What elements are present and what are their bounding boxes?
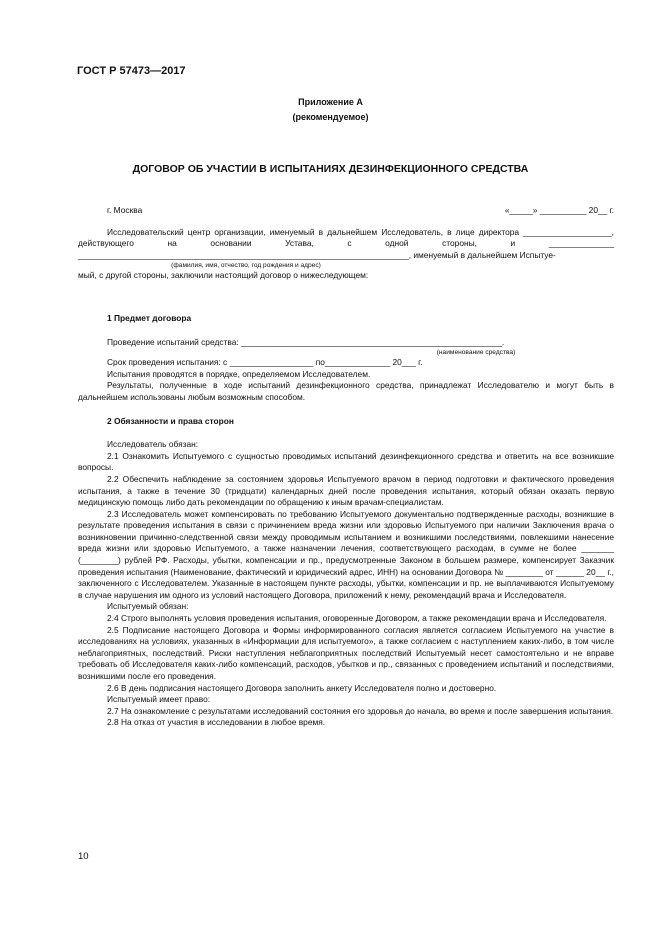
subject-must: Испытуемый обязан:: [107, 601, 189, 612]
section-1-procedure: Испытания проводятся в порядке, определяемом Исследователем.: [107, 368, 371, 379]
subject-rights: Испытуемый имеет право:: [107, 694, 211, 705]
section-1-heading: 1 Предмет договора: [107, 312, 192, 323]
appendix-block: [0, 95, 661, 125]
appendix-status: (рекомендуемое): [292, 112, 369, 122]
standard-code: ГОСТ Р 57473—2017: [77, 65, 186, 77]
preamble-continuation: мый, с другой стороны, заключили настоящий договор о нижеследующем:: [78, 270, 369, 281]
section-1-period: Срок проведения испытания: с __________________ по______________ 20___ г.: [107, 357, 423, 368]
clause-2-5: 2.5 Подписание настоящего Договора и Формы информированного согласия является согласием Испытуемого на участие в исследованиях на условиях, указанных в «Информации для испытуемого», а также согласием с наступлением каких-либо, в том числе неблагоприятных, последствий. Риски наступления неблагоприятных последствий Испытуемый несет самостоятельно и не вправе требовать об Исследователя каких-либо компенсаций, расходов, убытков и пр., связанных с проведением испытаний и последствиями, возникшими после его проведения.: [78, 624, 614, 681]
city-date-row: [78, 205, 614, 217]
city: г. Москва: [107, 205, 143, 215]
researcher-must: Исследователь обязан:: [107, 439, 199, 450]
clause-2-1: 2.1 Ознакомить Испытуемого с сущностью проводимых испытаний дезинфекционного средства и ответить на все возникшие вопросы.: [78, 450, 614, 473]
caption-person: (фамилия, имя, отчество, год рождения и адрес): [171, 262, 321, 270]
section-2-heading: 2 Обязанности и права сторон: [107, 415, 234, 426]
clause-2-4: 2.4 Строго выполнять условия проведения испытания, оговоренные Договором, а также рекомендации врача и Исследователя.: [107, 613, 607, 624]
clause-2-6: 2.6 В день подписания настоящего Договора заполнить анкету Исследователя полно и достоверно.: [107, 682, 497, 693]
clause-2-2: 2.2 Обеспечить наблюдение за состоянием здоровья Испытуемого врачом в период подготовки и фактического проведения испытания, а также в течение 30 (тридцати) календарных дней после проведения испытания, который обязан оказать первую медицинскую помощь либо дать рекомендации по обращению к иным врачам-специалистам.: [78, 473, 614, 508]
contract-date: «_____» __________ 20__ г.: [504, 205, 614, 215]
clause-2-8: 2.8 На отказ от участия в исследовании в любое время.: [107, 717, 326, 728]
section-1-results: Результаты, полученные в ходе испытаний дезинфекционного средства, принадлежат Исследователю и могут быть в дальнейшем использованы любым возможным способом.: [78, 380, 614, 402]
page-number: 10: [78, 851, 89, 862]
clause-2-7: 2.7 На ознакомление с результатами исследований состояния его здоровья до начала, во время и после завершения испытания.: [107, 705, 614, 716]
preamble-paragraph: Исследовательский центр организации, именуемый в дальнейшем Исследователь, в лице директора ___________________, действующего на основании Устава, с одной стороны, и ______________ _______________________________________________________________________, именуемый в дальнейшем Испытуе-: [78, 226, 614, 260]
appendix-label: Приложение А: [298, 97, 363, 107]
document-title: ДОГОВОР ОБ УЧАСТИИ В ИСПЫТАНИЯХ ДЕЗИНФЕКЦИОННОГО СРЕДСТВА: [132, 163, 529, 175]
section-1-product: Проведение испытаний средства: ________________________________________________________.: [107, 336, 505, 347]
document-body: [78, 205, 614, 729]
clause-2-3: 2.3 Исследователь может компенсировать по требованию Испытуемого документально подтвержденные расходы, возникшие в результате проведения испытания в связи с причинением вреда жизни или здоровью Испытуемого при наличии Заключения врача о возникновении причинно-следственной связи между проводимым испытанием и возникшими последствиями, повлекшими нанесение вреда жизни или здоровью Испытуемого, а также назначении лечения, соответствующего расходам, в сумме не более _______ (________) рублей РФ. Расходы, убытки, компенсации и пр., предусмотренные Законом в большем размере, компенсирует Заказчик проведения испытания (Наименование, фактический и юридический адрес, ИНН) на основании Договора № ________ от ______ 20__ г., заключенного с Исследователем. Указанные в настоящем пункте расходы, убытки, компенсации и пр. не выплачиваются Испытуемому в случае нарушения им одного из условий настоящего Договора, приложений к нему, рекомендаций врача и Исследователя.: [78, 508, 614, 600]
caption-product: (наименование средства): [436, 349, 516, 357]
